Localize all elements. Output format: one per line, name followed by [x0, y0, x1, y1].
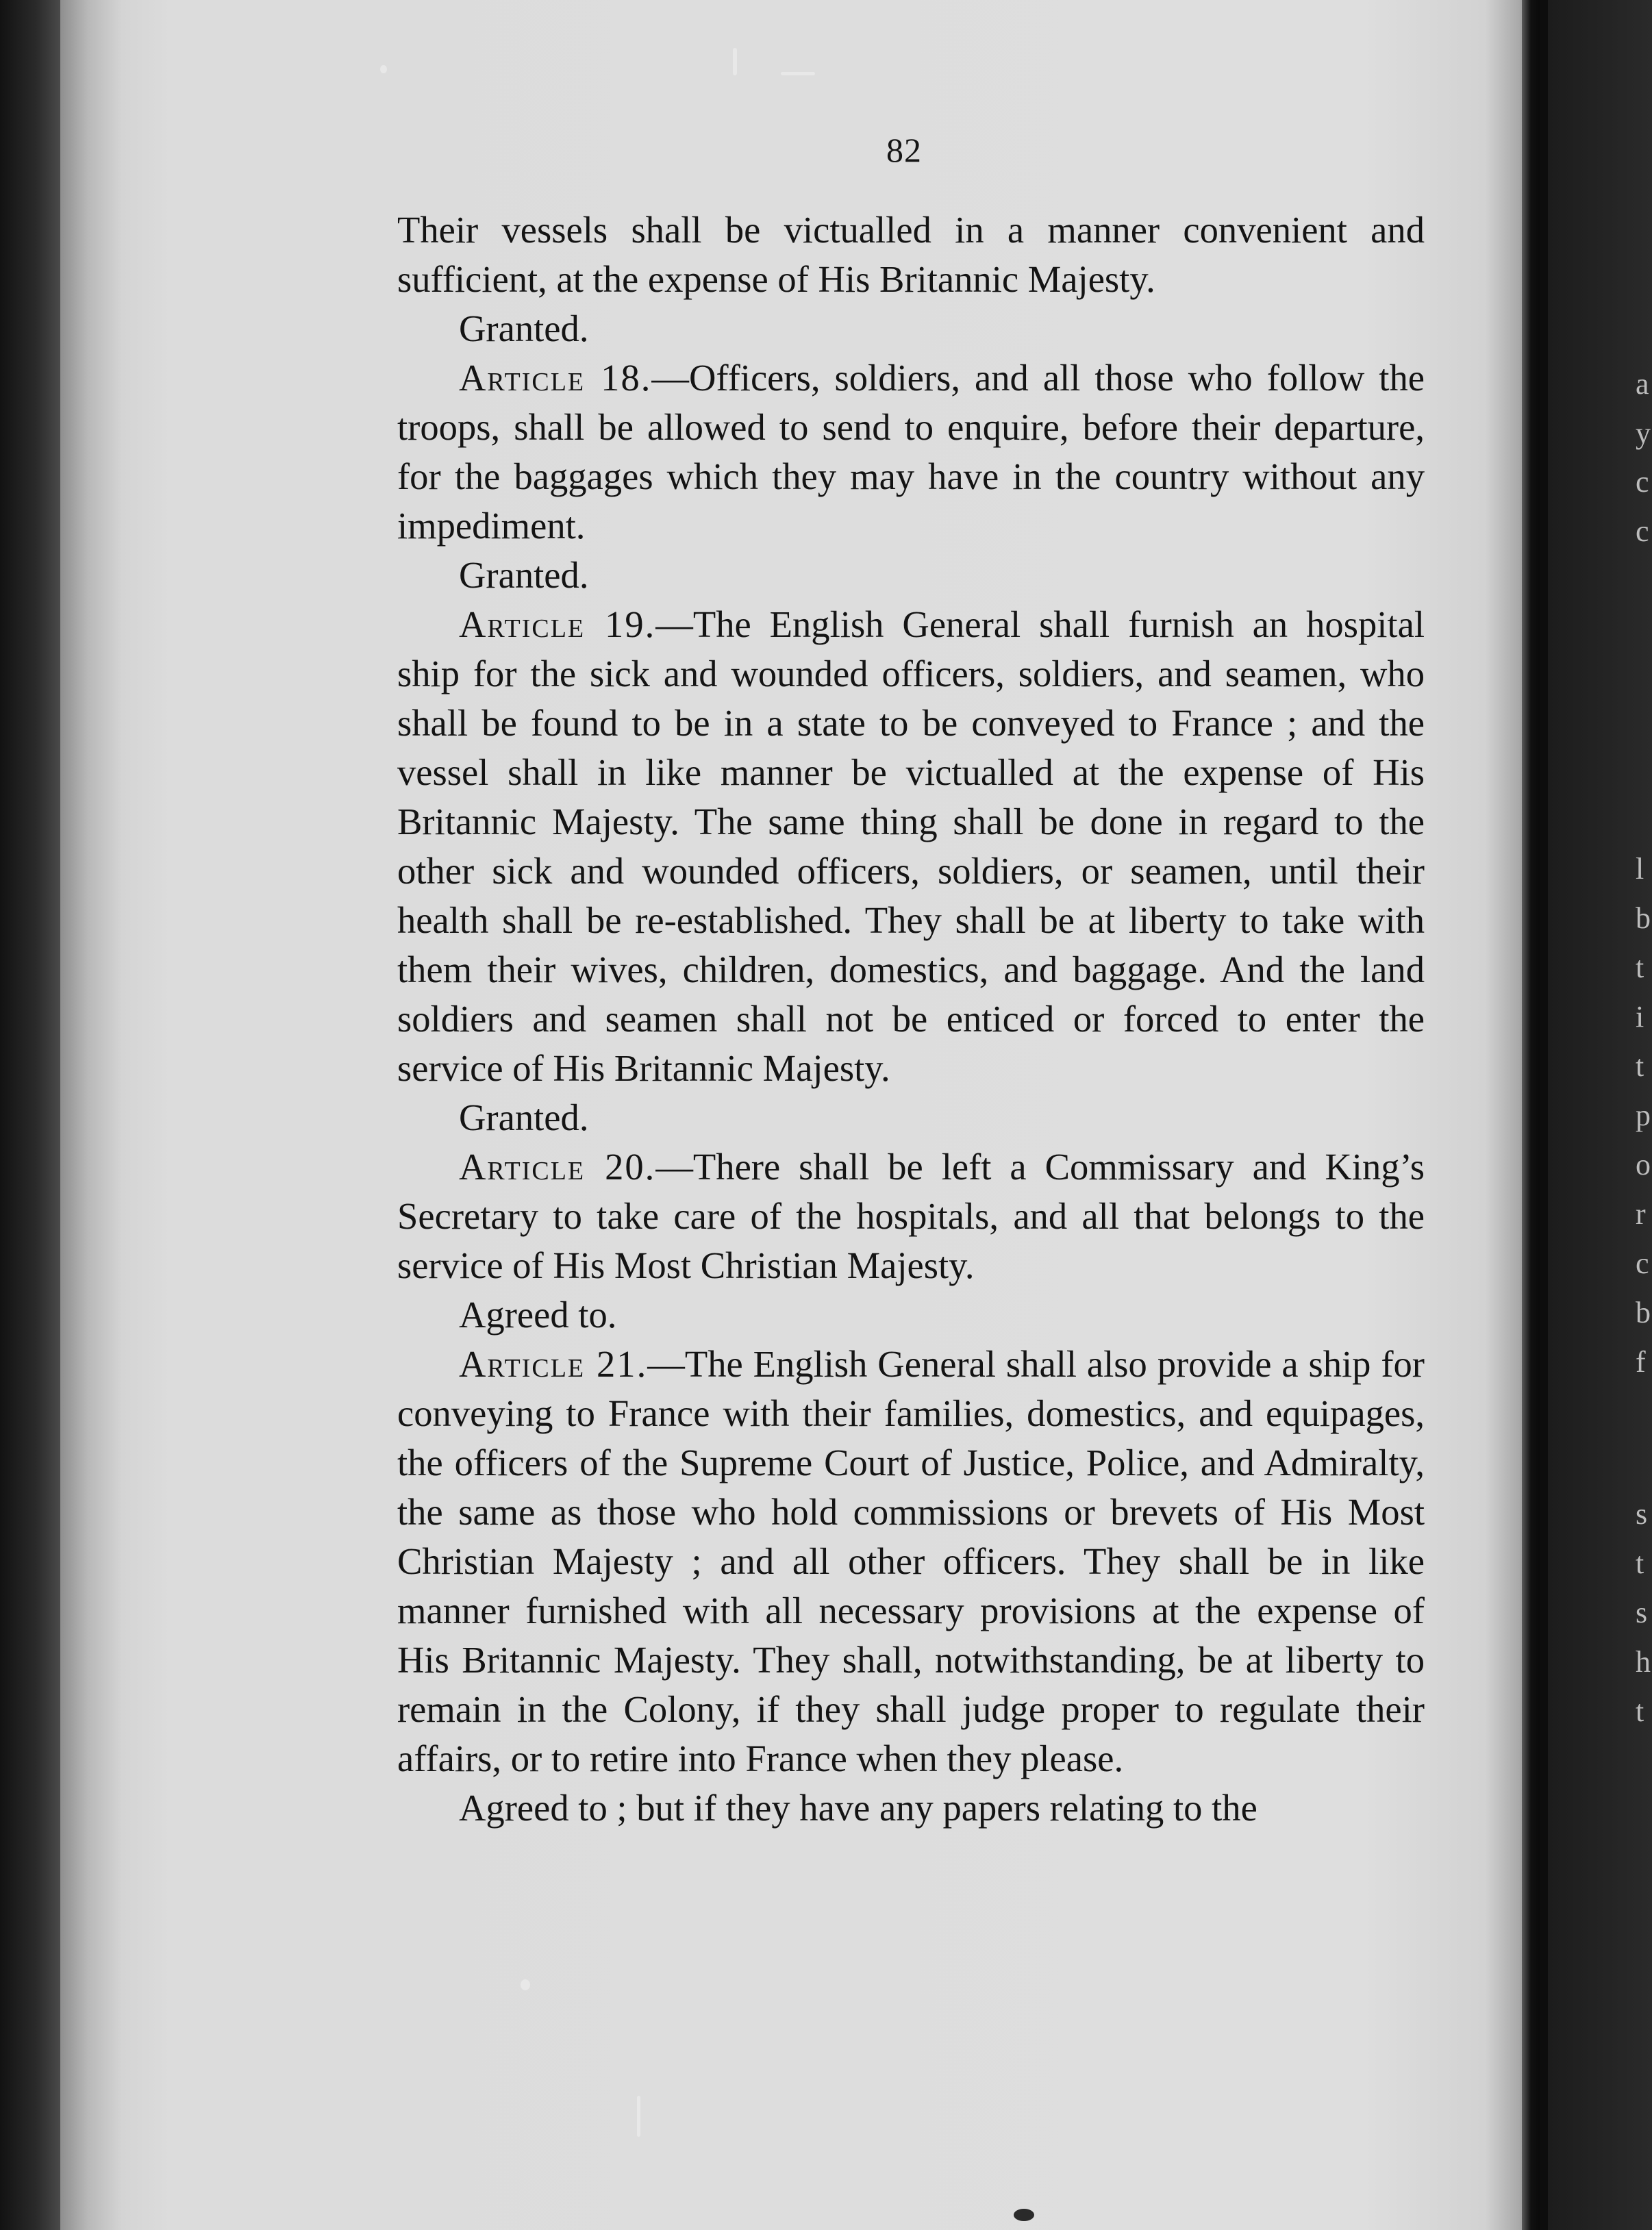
facing-page-letter: c: [1636, 514, 1649, 548]
facing-page-letter: t: [1636, 951, 1644, 984]
facing-page-letter: p: [1636, 1099, 1651, 1132]
body-text: [397, 205, 1425, 1833]
book-gutter: [1522, 0, 1540, 2230]
reply-paragraph: [397, 304, 1425, 353]
article-paragraph: [397, 1340, 1425, 1783]
facing-page-letter: t: [1636, 1546, 1644, 1580]
paper-speck: [1014, 2209, 1034, 2221]
article-text: —Officers, soldiers, and all those who follow the troops, shall be allowed to send to enquire, before their departure, for the baggages which they may have in the country without any impediment.: [397, 357, 1425, 547]
facing-page-letter: y: [1636, 416, 1651, 450]
facing-page-letter: c: [1636, 465, 1649, 499]
facing-page-letter: f: [1636, 1345, 1646, 1379]
article-heading: Article 21.: [459, 1343, 648, 1385]
paper-speck: [733, 48, 737, 75]
page-number: 82: [886, 131, 922, 169]
article-paragraph: [397, 600, 1425, 1093]
facing-page-letter: t: [1636, 1694, 1644, 1728]
reply-text: Granted.: [459, 554, 589, 596]
facing-page-fragments: [1636, 0, 1652, 2230]
facing-page-letter: t: [1636, 1049, 1644, 1083]
reply-text: Granted.: [459, 1097, 589, 1138]
paper-speck: [521, 1979, 530, 1990]
reply-text: Agreed to ; but if they have any papers relating to the: [459, 1787, 1257, 1829]
facing-page-letter: s: [1636, 1596, 1648, 1629]
article-text: —The English General shall furnish an hospital ship for the sick and wounded officers, soldiers, and seamen, who shall be found to be in a state to be conveyed to France ; and the vessel shall in like manner be victualled at the expense of His Britannic Majesty. The same thing shall be done in regard to the other sick and wounded officers, soldiers, or seamen, until their health shall be re-established. They shall be at liberty to take with them their wives, children, domestics, and baggage. And the land soldiers and seamen shall not be enticed or forced to enter the service of His Britannic Majesty.: [397, 603, 1425, 1089]
facing-page-letter: l: [1636, 852, 1644, 886]
facing-page-letter: c: [1636, 1246, 1649, 1280]
paper-speck: [781, 72, 815, 75]
continuation-paragraph: [397, 205, 1425, 304]
reply-paragraph: [397, 551, 1425, 600]
facing-page-letter: i: [1636, 1000, 1644, 1033]
facing-page-letter: b: [1636, 1296, 1651, 1329]
reply-text: Agreed to.: [459, 1294, 617, 1336]
paper-speck: [380, 65, 387, 73]
article-heading: Article 18.: [459, 357, 652, 399]
facing-page-letter: o: [1636, 1148, 1651, 1181]
facing-page-letter: a: [1636, 367, 1649, 401]
book-left-edge: [0, 0, 60, 2230]
article-text: —The English General shall also provide a ship for conveying to France with their families, domestics, and equipages, the officers of the Supreme Court of Justice, Police, and Admiralty, the same as those who hold commissions or brevets of His Most Christian Majesty ; and all other officers. They shall be in like manner furnished with all necessary provisions at the expense of His Britannic Majesty. They shall, notwithstanding, be at liberty to remain in the Colony, if they shall judge proper to regulate their affairs, or to retire into France when they please.: [397, 1343, 1425, 1779]
facing-page-letter: r: [1636, 1197, 1646, 1231]
paragraph-text: Their vessels shall be victualled in a manner convenient and sufficient, at the expense of His Britannic Majesty.: [397, 209, 1425, 300]
article-paragraph: [397, 1142, 1425, 1290]
article-heading: Article 20.: [459, 1146, 656, 1188]
paper-speck: [637, 2096, 640, 2137]
reply-text: Granted.: [459, 308, 589, 349]
reply-paragraph: [397, 1290, 1425, 1340]
reply-paragraph: [397, 1783, 1425, 1833]
facing-page-letter: s: [1636, 1497, 1648, 1531]
facing-page-letter: b: [1636, 901, 1651, 935]
article-heading: Article 19.: [459, 603, 656, 645]
article-paragraph: [397, 353, 1425, 551]
reply-paragraph: [397, 1093, 1425, 1142]
facing-page-letter: h: [1636, 1645, 1651, 1679]
article-text: —There shall be left a Commissary and King’s Secretary to take care of the hospitals, and all that belongs to the service of His Most Christian Majesty.: [397, 1146, 1425, 1286]
